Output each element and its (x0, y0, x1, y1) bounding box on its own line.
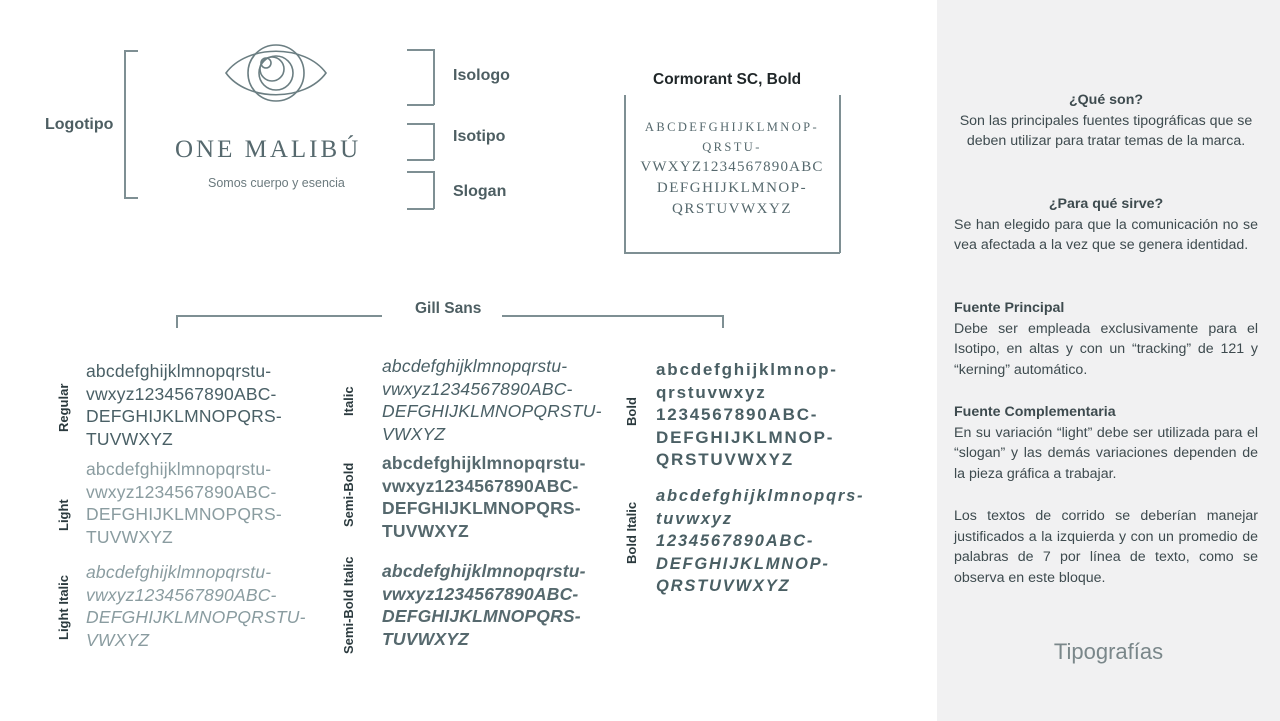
sample-line: DEFGHIJKLMNOPQRS- (86, 406, 282, 426)
fuente-principal-block (954, 298, 1258, 381)
sample-line: tuvwxyz (656, 509, 733, 528)
isologo-bracket-top (407, 49, 434, 51)
section-title: Tipografías (1053, 639, 1164, 664)
sample-line: DEFGHIJKLMNOPQRSTU- (382, 401, 602, 421)
italic-sample (382, 355, 602, 445)
sample-line: TUVWXYZ (382, 628, 469, 649)
slogan-bracket-top (407, 171, 434, 173)
gill-tick-right (722, 315, 724, 328)
semibold-label: Semi-Bold (341, 462, 356, 527)
cormorant-line: QRSTU- (702, 140, 762, 154)
slogan-text: Somos cuerpo y esencia (208, 176, 345, 190)
que-son-block (954, 90, 1258, 152)
sample-line: TUVWXYZ (382, 520, 469, 541)
sample-line: VWXYZ (382, 423, 446, 444)
light-italic-sample (86, 561, 306, 651)
cormorant-line: VWXYZ1234567890ABC (640, 159, 824, 175)
sample-line: QRSTUVWXYZ (656, 450, 794, 469)
semibold-sample (382, 452, 586, 542)
light-label: Light (56, 499, 71, 531)
logotipo-label: Logotipo (45, 116, 114, 133)
logotipo-bracket-bottom (124, 197, 138, 199)
corrido-text: Los textos de corrido se deberían manejar justificados a la izquierda y con un promedio de palabras de 7 por línea de texto, como se observa en este bloque. (954, 508, 1258, 587)
sample-line: abcdefghijklmnopqrstu- (86, 361, 272, 381)
isologo-bracket-bottom (407, 104, 434, 106)
bold-label: Bold (624, 397, 639, 426)
sample-line: 1234567890ABC- (656, 405, 819, 424)
sample-line: abcdefghijklmnopqrstu- (86, 562, 272, 582)
sample-line: abcdefghijklmnopqrstu- (382, 356, 568, 376)
cormorant-line: ABCDEFGHIJKLMNOP- (644, 120, 820, 134)
isotipo-bracket-top (407, 123, 434, 125)
corrido-block (954, 506, 1258, 589)
sample-line: 1234567890ABC- (656, 532, 815, 550)
sample-line: QRSTUVWXYZ (656, 577, 791, 595)
para-que-block (954, 194, 1258, 256)
isotipo-bracket (433, 123, 435, 160)
sample-line: TUVWXYZ (86, 526, 173, 547)
fuente-complementaria-block (954, 402, 1258, 485)
fuente-principal-heading: Fuente Principal (954, 300, 1065, 316)
sample-line: vwxyz1234567890ABC- (382, 378, 573, 399)
sample-line: abcdefghijklmnopqrstu- (86, 459, 272, 479)
light-sample (86, 458, 282, 548)
semibold-italic-label: Semi-Bold Italic (341, 556, 356, 654)
regular-label: Regular (56, 383, 71, 432)
sample-line: vwxyz1234567890ABC- (86, 584, 277, 605)
sample-line: vwxyz1234567890ABC- (86, 383, 277, 404)
cormorant-line: QRSTUVWXYZ (672, 201, 792, 217)
sample-line: DEFGHIJKLMNOPQRS- (86, 504, 282, 524)
cormorant-box-bottom (624, 252, 840, 254)
sample-line: DEFGHIJKLMNOP- (656, 427, 835, 447)
isologo-bracket (433, 49, 435, 105)
slogan-bracket (433, 171, 435, 209)
regular-sample (86, 360, 282, 450)
slogan-label: Slogan (453, 183, 507, 200)
sample-line: DEFGHIJKLMNOPQRSTU- (86, 607, 306, 627)
logotipo-bracket-top (124, 50, 138, 52)
sample-line: abcdefghijklmnopqrs- (656, 487, 865, 505)
sample-line: VWXYZ (86, 629, 150, 650)
eye-logo-icon (222, 40, 330, 106)
gill-title: Gill Sans (415, 300, 482, 317)
semibold-italic-sample (382, 560, 586, 650)
fuente-complementaria-text: En su variación “light” debe ser utilizada para el “slogan” y las demás variaciones dependen de la pieza gráfica a trabajar. (954, 424, 1258, 483)
sample-line: DEFGHIJKLMNOPQRS- (382, 498, 581, 518)
sample-line: DEFGHIJKLMNOPQRS- (382, 606, 581, 626)
para-que-text: Se han elegido para que la comunicación no se vea afectada a la vez que se genera identidad. (954, 216, 1258, 254)
para-que-heading: ¿Para qué sirve? (1048, 196, 1164, 212)
cormorant-sample (626, 118, 838, 220)
sample-line: qrstuvwxyz (656, 382, 767, 402)
isologo-label: Isologo (453, 67, 510, 84)
brand-name: ONE MALIBÚ (175, 136, 362, 163)
fuente-complementaria-heading: Fuente Complementaria (954, 404, 1116, 420)
sample-line: DEFGHIJKLMNOP- (656, 554, 830, 573)
sample-line: vwxyz1234567890ABC- (382, 583, 579, 604)
bold-sample (656, 359, 838, 472)
isotipo-label: Isotipo (453, 128, 506, 145)
gill-tick-left (176, 315, 178, 328)
que-son-text: Son las principales fuentes tipográficas que se deben utilizar para tratar temas de la marca. (959, 112, 1253, 150)
light-italic-label: Light Italic (56, 575, 71, 640)
sample-line: abcdefghijklmnopqrstu- (382, 561, 586, 581)
isotipo-bracket-bottom (407, 159, 434, 161)
bold-italic-sample (656, 485, 864, 598)
que-son-heading: ¿Qué son? (1068, 92, 1144, 108)
sample-line: vwxyz1234567890ABC- (382, 475, 579, 496)
sample-line: vwxyz1234567890ABC- (86, 481, 277, 502)
bold-italic-label: Bold Italic (624, 501, 639, 564)
fuente-principal-text: Debe ser empleada exclusivamente para el Isotipo, en altas y con un “tracking” de 121 y “kerning” automático. (954, 320, 1258, 379)
sample-line: abcdefghijklmnop- (656, 360, 838, 379)
gill-line-left (176, 315, 382, 317)
italic-label: Italic (341, 386, 356, 416)
gill-line-right (502, 315, 723, 317)
sample-line: TUVWXYZ (86, 428, 173, 449)
cormorant-line: DEFGHIJKLMNOP- (656, 180, 808, 196)
cormorant-box-right (839, 95, 841, 253)
logotipo-bracket (124, 50, 126, 198)
sample-line: abcdefghijklmnopqrstu- (382, 453, 586, 473)
slogan-bracket-bottom (407, 208, 434, 210)
cormorant-title: Cormorant SC, Bold (653, 71, 802, 88)
